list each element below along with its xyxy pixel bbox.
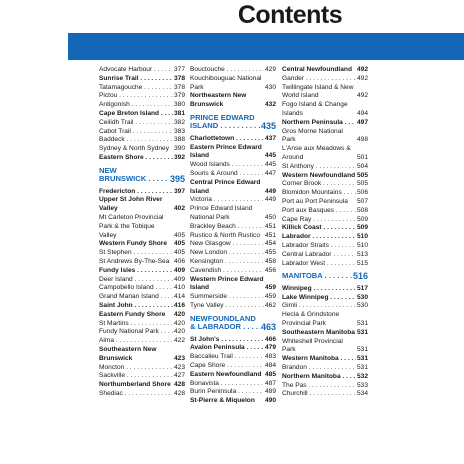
toc-entry-title: Avalon Peninsula . . . <box>190 344 264 353</box>
toc-entry[interactable] <box>282 294 368 303</box>
toc-entry[interactable] <box>190 232 276 241</box>
toc-entry[interactable] <box>99 293 185 302</box>
toc-entry[interactable] <box>282 189 368 198</box>
section-heading-title: ISLAND . . . <box>190 122 261 130</box>
toc-entry-page: 492 <box>356 74 368 82</box>
toc-entry-title: Mt Carleton Provincial Park & the Tobique Valley <box>99 213 164 239</box>
toc-entry-title: Upper St John River Valley <box>99 196 163 213</box>
toc-entry[interactable] <box>99 381 185 390</box>
toc-entry[interactable] <box>282 329 368 338</box>
toc-entry-page: 437 <box>264 134 276 142</box>
toc-entry[interactable] <box>190 135 276 144</box>
toc-entry-title: New London . . . <box>190 249 264 258</box>
toc-entry-title: Pictou . . . <box>99 92 173 101</box>
section-heading[interactable] <box>282 272 368 280</box>
toc-entry-title: Port au Port Peninsula <box>282 197 348 205</box>
toc-entry[interactable] <box>99 320 185 329</box>
toc-entry-title: New Glasgow . . . <box>190 240 264 249</box>
toc-entry-title: Gros Morne National Park <box>282 127 343 144</box>
toc-entry-page: 377 <box>173 66 185 73</box>
toc-entry-page: 479 <box>264 344 276 352</box>
toc-entry-title: Cape Shore . . . <box>190 362 264 371</box>
toc-entry-title: Summerside . . . <box>190 293 264 302</box>
toc-entry-page: 456 <box>264 266 276 274</box>
toc-entry-title: Alma . . . <box>99 337 173 346</box>
toc-entry[interactable] <box>190 302 276 311</box>
toc-entry[interactable] <box>99 136 185 145</box>
toc-entry-page: 534 <box>356 390 368 398</box>
toc-entry-title: Fundy Isles . . . <box>99 267 173 276</box>
toc-entry-page: 509 <box>356 215 368 223</box>
toc-entry[interactable] <box>190 362 276 371</box>
toc-entry[interactable] <box>99 284 185 293</box>
toc-entry[interactable] <box>99 372 185 381</box>
toc-entry-title: Western Newfoundland <box>282 171 356 179</box>
toc-entry-page: 497 <box>356 118 368 126</box>
toc-entry-page: 378 <box>173 83 185 91</box>
toc-entry-title: Central Labrador . . . <box>282 251 356 260</box>
toc-entry[interactable] <box>282 66 368 75</box>
toc-entry-page: 531 <box>356 328 368 336</box>
toc-entry[interactable] <box>190 267 276 276</box>
toc-entry-title: Bouctouche . . . <box>190 66 264 75</box>
toc-entry[interactable] <box>282 233 368 242</box>
toc-entry[interactable] <box>282 75 368 84</box>
toc-entry[interactable] <box>190 380 276 389</box>
toc-entry-title: Gander . . . <box>282 75 356 84</box>
toc-entry-title: St Anthony . . . <box>282 163 356 172</box>
toc-entry[interactable] <box>190 75 276 93</box>
toc-entry[interactable] <box>282 172 368 181</box>
toc-entry-page: 531 <box>356 346 368 354</box>
toc-entry-page: 414 <box>173 293 185 301</box>
toc-entry-page: 531 <box>356 355 368 363</box>
toc-entry[interactable] <box>282 355 368 364</box>
toc-entry-title: Shediac . . . <box>99 390 173 399</box>
toc-entry-page: 451 <box>264 222 276 230</box>
toc-column-1 <box>99 66 185 399</box>
toc-entry-title: Labrador Straits . . . <box>282 242 356 251</box>
toc-entry[interactable] <box>282 338 368 356</box>
toc-entry[interactable] <box>282 373 368 382</box>
toc-entry[interactable] <box>190 144 276 162</box>
toc-entry-page: 388 <box>173 136 185 144</box>
toc-entry-title: Moncton . . . <box>99 364 173 373</box>
toc-entry[interactable] <box>99 214 185 240</box>
toc-entry[interactable] <box>190 205 276 223</box>
toc-entry-title: Cape Ray . . . <box>282 216 356 225</box>
section-heading-line: NEW <box>99 165 117 175</box>
section-heading-title: BRUNSWICK . . . <box>99 175 170 183</box>
toc-entry-page: 490 <box>264 397 276 405</box>
toc-entry-title: Corner Brook . . . <box>282 180 356 189</box>
toc-entry-title: Cavendish . . . <box>190 267 264 276</box>
toc-entry[interactable] <box>282 242 368 251</box>
toc-entry-page: 530 <box>356 293 368 301</box>
toc-entry[interactable] <box>190 170 276 179</box>
toc-entry-page: 390 <box>173 145 185 153</box>
toc-entry[interactable] <box>190 371 276 380</box>
toc-entry-title: Fredericton . . . <box>99 188 173 197</box>
toc-entry[interactable] <box>282 128 368 146</box>
toc-entry[interactable] <box>282 302 368 311</box>
toc-entry-title: L'Anse aux Meadows & Around <box>282 145 351 161</box>
toc-entry-page: 381 <box>173 109 185 117</box>
toc-entry[interactable] <box>282 285 368 294</box>
toc-entry[interactable] <box>282 260 368 269</box>
toc-entry-title: Hecla & Grindstone Provincial Park <box>282 311 340 327</box>
toc-entry[interactable] <box>99 302 185 311</box>
toc-entry-title: Grand Manan Island . . . <box>99 293 173 302</box>
toc-entry-title: Ceilidh Trail . . . <box>99 119 173 128</box>
section-heading-page: 435 <box>260 121 276 132</box>
toc-entry-title: Winnipeg . . . <box>282 285 356 294</box>
toc-entry[interactable] <box>99 390 185 399</box>
section-heading-title: & LABRADOR . . . <box>190 323 261 331</box>
toc-entry[interactable] <box>282 382 368 391</box>
toc-entry[interactable] <box>99 154 185 163</box>
toc-entry[interactable] <box>190 92 276 110</box>
toc-entry-page: 447 <box>264 169 276 177</box>
toc-entry[interactable] <box>282 180 368 189</box>
toc-entry-title: Brandon . . . <box>282 364 356 373</box>
toc-entry-page: 422 <box>173 337 185 345</box>
toc-entry-page: 397 <box>173 187 185 195</box>
toc-entry-page: 406 <box>173 257 185 265</box>
toc-entry-title: Blomidon Mountains . . . <box>282 189 356 198</box>
toc-entry-title: Fundy National Park . . . <box>99 328 173 337</box>
toc-entry-title: Southeastern Manitoba <box>282 328 355 336</box>
toc-entry[interactable] <box>99 66 185 75</box>
toc-entry-title: St Martins . . . <box>99 320 173 329</box>
toc-entry-page: 409 <box>173 266 185 274</box>
section-heading-title: MANITOBA . . . <box>282 272 353 280</box>
toc-entry-title: Northern Manitoba . . . <box>282 373 356 382</box>
toc-entry-page: 487 <box>264 379 276 387</box>
toc-column-3 <box>282 66 368 399</box>
toc-entry-page: 383 <box>173 127 185 135</box>
section-heading-line: NEWFOUNDLAND <box>190 313 256 323</box>
toc-entry-page: 445 <box>264 161 276 169</box>
toc-entry[interactable] <box>190 276 276 294</box>
toc-entry-page: 501 <box>356 153 368 161</box>
toc-entry-page: 378 <box>173 74 185 82</box>
toc-entry-page: 420 <box>173 310 185 318</box>
toc-entry-page: 498 <box>356 136 368 144</box>
toc-entry-title: Labrador . . . <box>282 233 356 242</box>
toc-entry-page: 379 <box>173 92 185 100</box>
toc-entry-page: 455 <box>264 249 276 257</box>
toc-entry-title: Tyne Valley . . . <box>190 302 264 311</box>
toc-entry-page: 466 <box>264 335 276 343</box>
toc-entry[interactable] <box>282 119 368 128</box>
toc-entry-page: 515 <box>356 259 368 267</box>
toc-entry[interactable] <box>99 188 185 197</box>
toc-entry-title: Cape Breton Island . . . <box>99 110 173 119</box>
toc-entry-page: 410 <box>173 284 185 292</box>
toc-entry[interactable] <box>190 293 276 302</box>
toc-entry-title: Burin Peninsula . . . <box>190 388 264 397</box>
toc-entry-page: 430 <box>264 83 276 91</box>
toc-entry[interactable] <box>99 240 185 249</box>
toc-entry-page: 505 <box>356 171 368 179</box>
toc-entry[interactable] <box>190 336 276 345</box>
toc-entry-page: 445 <box>264 152 276 160</box>
toc-entry-title: Advocate Harbour . . . <box>99 66 173 75</box>
toc-entry-page: 451 <box>264 231 276 239</box>
section-heading-page: 516 <box>352 271 368 282</box>
toc-entry[interactable] <box>282 364 368 373</box>
toc-entry[interactable] <box>99 84 185 93</box>
toc-entry-title: Bonavista . . . <box>190 380 264 389</box>
toc-entry-page: 380 <box>173 101 185 109</box>
toc-entry[interactable] <box>99 92 185 101</box>
toc-entry-title: Rustico & North Rustico <box>190 231 260 239</box>
section-heading[interactable] <box>99 167 185 184</box>
toc-entry[interactable] <box>190 388 276 397</box>
toc-entry-title: St-Pierre & Miquelon <box>190 397 255 405</box>
toc-entry[interactable] <box>190 179 276 197</box>
toc-entry-page: 505 <box>356 180 368 188</box>
toc-entry-page: 405 <box>173 249 185 257</box>
toc-entry-title: Killick Coast . . . <box>282 224 356 233</box>
toc-entry-title: Baccalieu Trail . . . <box>190 353 264 362</box>
toc-entry-page: 458 <box>264 257 276 265</box>
toc-entry-title: Eastern Shore . . . <box>99 154 173 163</box>
toc-entry-page: 402 <box>173 205 185 213</box>
toc-entry-title: Kensington . . . <box>190 258 264 267</box>
toc-entry[interactable] <box>282 224 368 233</box>
toc-entry[interactable] <box>99 101 185 110</box>
section-heading-page: 463 <box>260 322 276 333</box>
toc-entry-title: St Andrews By-The-Sea <box>99 257 170 265</box>
toc-entry[interactable] <box>99 276 185 285</box>
toc-entry-title: Tatamagouche . . . <box>99 84 173 93</box>
toc-entry-title: Eastern Prince Edward Island <box>190 143 262 160</box>
toc-entry-title: Lake Winnipeg . . . <box>282 294 356 303</box>
toc-entry-title: Labrador West . . . <box>282 260 356 269</box>
toc-entry-title: Sunrise Trail . . . <box>99 75 173 84</box>
section-heading-page: 395 <box>169 174 185 185</box>
toc-entry[interactable] <box>190 161 276 170</box>
toc-entry-page: 492 <box>356 66 368 73</box>
toc-entry[interactable] <box>282 311 368 329</box>
toc-entry[interactable] <box>282 101 368 119</box>
toc-entry-title: Western Prince Edward Island <box>190 275 264 292</box>
toc-entry-title: Fogo Island & Change Islands <box>282 101 348 117</box>
toc-entry[interactable] <box>99 337 185 346</box>
toc-entry[interactable] <box>282 216 368 225</box>
toc-entry-title: Sydney & North Sydney <box>99 145 170 153</box>
toc-entry-page: 427 <box>173 372 185 380</box>
toc-entry-page: 509 <box>356 224 368 232</box>
toc-entry-title: Eastern Newfoundland <box>190 370 262 378</box>
toc-entry[interactable] <box>99 364 185 373</box>
toc-entry[interactable] <box>282 251 368 260</box>
toc-entry-title: Campobello Island . . . <box>99 284 173 293</box>
toc-entry-title: St John's . . . <box>190 336 264 345</box>
toc-entry-page: 423 <box>173 354 185 362</box>
toc-entry-title: Brackley Beach . . . <box>190 223 264 232</box>
toc-entry-title: Kouchibouguac National Park <box>190 74 262 91</box>
toc-entry-title: Baddeck . . . <box>99 136 173 145</box>
toc-entry-page: 513 <box>356 250 368 258</box>
toc-entry[interactable] <box>99 346 185 364</box>
toc-entry[interactable] <box>190 344 276 353</box>
toc-entry-page: 489 <box>264 388 276 396</box>
toc-column-2 <box>190 66 276 406</box>
toc-entry-title: The Pas . . . <box>282 382 356 391</box>
section-heading-line: PRINCE EDWARD <box>190 112 255 122</box>
toc-entry[interactable] <box>282 207 368 216</box>
toc-entry-title: Central Prince Edward Island <box>190 178 261 195</box>
toc-entry-title: Southeastern New Brunswick <box>99 345 157 362</box>
toc-entry-title: Cabot Trail . . . <box>99 128 173 137</box>
toc-entry-title: Whiteshell Provincial Park <box>282 337 343 354</box>
toc-entry-page: 531 <box>356 319 368 327</box>
toc-entry-title: St Stephen . . . <box>99 249 173 258</box>
toc-entry-page: 392 <box>173 153 185 161</box>
toc-entry[interactable] <box>99 258 185 267</box>
toc-entry-title: Saint John . . . <box>99 302 173 311</box>
toc-entry-page: 420 <box>173 328 185 336</box>
page-title: Contents <box>237 1 343 29</box>
toc-entry[interactable] <box>190 223 276 232</box>
toc-entry[interactable] <box>190 240 276 249</box>
toc-entry-title: Victoria . . . <box>190 196 264 205</box>
toc-entry-page: 382 <box>173 118 185 126</box>
toc-entry-title: Western Fundy Shore <box>99 240 168 248</box>
toc-entry-title: Port aux Basques . . . <box>282 207 356 216</box>
toc-entry-title: Souris & Around . . . <box>190 170 264 179</box>
toc-entry-page: 533 <box>356 381 368 389</box>
toc-entry-page: 459 <box>264 284 276 292</box>
toc-entry-title: Charlottetown . . . <box>190 135 264 144</box>
toc-entry-title: Wood Islands . . . <box>190 161 264 170</box>
toc-entry-page: 409 <box>173 275 185 283</box>
toc-entry-page: 483 <box>264 353 276 361</box>
toc-entry-page: 428 <box>173 381 185 389</box>
header-bar <box>68 33 464 60</box>
toc-entry-title: Eastern Fundy Shore <box>99 310 166 318</box>
toc-entry-page: 530 <box>356 302 368 310</box>
toc-entry-page: 449 <box>264 196 276 204</box>
toc-entry-title: Western Manitoba . . . <box>282 355 356 364</box>
toc-entry-page: 510 <box>356 233 368 241</box>
toc-entry-page: 462 <box>264 301 276 309</box>
toc-entry-title: Prince Edward Island National Park <box>190 205 253 221</box>
toc-entry-page: 507 <box>356 197 368 205</box>
toc-entry-page: 454 <box>264 240 276 248</box>
toc-entry-page: 420 <box>173 319 185 327</box>
toc-entry-page: 423 <box>173 363 185 371</box>
toc-entry[interactable] <box>99 328 185 337</box>
section-heading[interactable] <box>190 315 276 332</box>
toc-entry[interactable] <box>99 75 185 84</box>
toc-entry[interactable] <box>282 145 368 163</box>
toc-entry[interactable] <box>190 258 276 267</box>
toc-entry[interactable] <box>99 128 185 137</box>
toc-entry[interactable] <box>190 66 276 75</box>
toc-entry[interactable] <box>190 249 276 258</box>
toc-entry-page: 517 <box>356 284 368 292</box>
toc-entry[interactable] <box>99 249 185 258</box>
toc-entry-page: 504 <box>356 162 368 170</box>
toc-entry[interactable] <box>282 84 368 102</box>
toc-entry[interactable] <box>99 110 185 119</box>
toc-entry[interactable] <box>282 198 368 207</box>
toc-entry-page: 494 <box>356 109 368 117</box>
toc-entry[interactable] <box>99 267 185 276</box>
toc-entry-title: Deer Island . . . <box>99 276 173 285</box>
toc-entry-title: Northern Peninsula . . . <box>282 119 356 128</box>
toc-entry-title: Northeastern New Brunswick <box>190 92 247 109</box>
toc-entry[interactable] <box>282 163 368 172</box>
toc-entry[interactable] <box>99 119 185 128</box>
toc-entry[interactable] <box>190 196 276 205</box>
toc-entry-page: 429 <box>264 66 276 73</box>
toc-entry-page: 508 <box>356 206 368 214</box>
toc-entry-title: Northumberland Shore <box>99 381 171 389</box>
toc-entry-title: Central Newfoundland <box>282 66 352 73</box>
toc-entry[interactable] <box>190 353 276 362</box>
toc-entry[interactable] <box>99 311 185 320</box>
toc-entry-page: 484 <box>264 361 276 369</box>
toc-entry-page: 450 <box>264 213 276 221</box>
toc-entry-title: Twillingate Island & New World Island <box>282 83 354 100</box>
toc-entry-page: 416 <box>173 301 185 309</box>
toc-entry-page: 532 <box>356 372 368 380</box>
toc-entry-page: 405 <box>173 231 185 239</box>
toc-entry-page: 485 <box>264 370 276 378</box>
toc-entry-title: Antigonish . . . <box>99 101 173 110</box>
toc-entry-page: 428 <box>173 389 185 397</box>
toc-entry[interactable] <box>282 390 368 399</box>
toc-entry-page: 449 <box>264 187 276 195</box>
toc-entry-page: 432 <box>264 101 276 109</box>
toc-entry[interactable] <box>99 196 185 214</box>
toc-entry[interactable] <box>99 145 185 154</box>
toc-entry-page: 506 <box>356 189 368 197</box>
toc-entry-page: 405 <box>173 240 185 248</box>
toc-entry-page: 492 <box>356 92 368 100</box>
section-heading[interactable] <box>190 114 276 131</box>
toc-entry-title: Gimli . . . <box>282 302 356 311</box>
toc-entry[interactable] <box>190 397 276 406</box>
toc-entry-page: 510 <box>356 241 368 249</box>
toc-entry-page: 459 <box>264 293 276 301</box>
toc-entry-page: 531 <box>356 363 368 371</box>
toc-entry-title: Sackville . . . <box>99 372 173 381</box>
toc-entry-title: Churchill . . . <box>282 390 356 399</box>
